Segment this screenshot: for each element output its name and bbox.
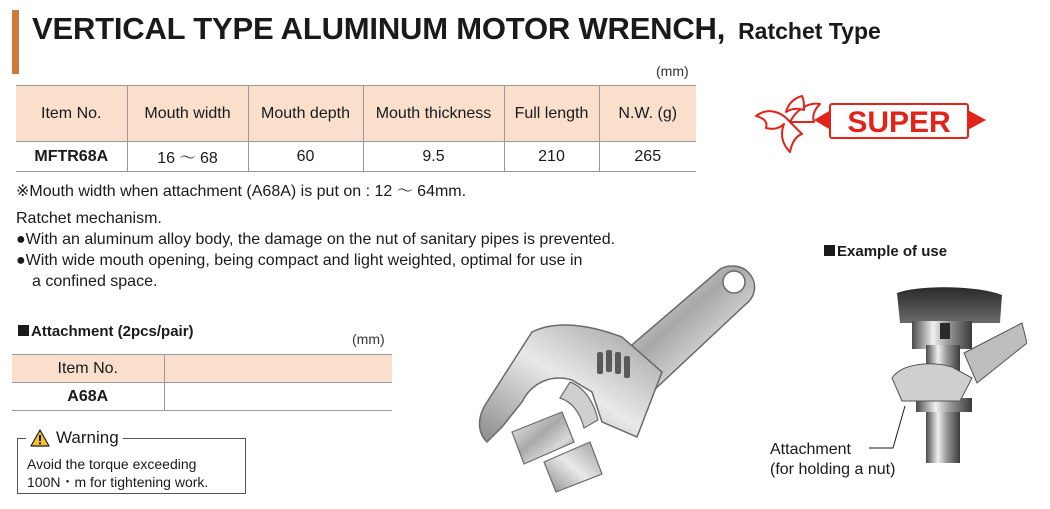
title-accent-bar: [12, 10, 19, 74]
warning-line-1: Avoid the torque exceeding: [27, 456, 197, 472]
example-section-title: [824, 243, 947, 260]
wrench-product-image: [462, 252, 782, 497]
spec-col-mouth-thickness: Mouth thickness: [363, 86, 504, 142]
spec-col-item-no: Item No.: [16, 86, 127, 142]
attachment-caption: [770, 440, 895, 480]
warning-triangle-icon: [30, 429, 50, 447]
section-square-icon: [824, 245, 835, 256]
table-row: [12, 383, 392, 411]
caption-line-1: Attachment: [770, 441, 851, 458]
spec-cell-mouth-depth: 60: [248, 142, 363, 172]
spec-table: [16, 85, 696, 172]
attachment-col-item-no: Item No.: [12, 355, 164, 383]
page-title: [32, 10, 881, 47]
attachment-table: [12, 354, 392, 411]
spec-cell-net-weight: 265: [599, 142, 696, 172]
page-title-main: VERTICAL TYPE ALUMINUM MOTOR WRENCH,: [32, 11, 726, 46]
example-title-text: Example of use: [837, 243, 948, 260]
warning-header: [26, 428, 123, 448]
spec-cell-full-length: 210: [504, 142, 599, 172]
feature-bullet-2: ●With wide mouth opening, being compact and light weighted, optimal for use in: [16, 252, 583, 269]
mechanism-note: Ratchet mechanism.: [16, 210, 162, 227]
spec-cell-item-no: MFTR68A: [16, 142, 127, 172]
attachment-title-text: Attachment (2pcs/pair): [31, 323, 194, 340]
super-logo: [750, 86, 990, 158]
spec-table-header-row: [16, 86, 696, 142]
page-title-sub: Ratchet Type: [738, 18, 881, 44]
feature-bullet-2-cont: a confined space.: [32, 273, 158, 290]
warning-text: [27, 455, 208, 491]
spec-unit-label: (mm): [656, 63, 689, 79]
spec-cell-mouth-width: 16 ～ 68: [127, 142, 248, 172]
caption-line-2: (for holding a nut): [770, 461, 896, 478]
attachment-unit-label: (mm): [352, 331, 385, 347]
spec-col-mouth-depth: Mouth depth: [248, 86, 363, 142]
warning-label: Warning: [56, 428, 119, 447]
attachment-cell-blank: [164, 383, 392, 411]
attachment-header-row: [12, 355, 392, 383]
attachment-section-title: [18, 323, 194, 340]
attachment-cell-item-no: A68A: [12, 383, 164, 411]
feature-bullet-1: ●With an aluminum alloy body, the damage on the nut of sanitary pipes is prevented.: [16, 231, 616, 248]
attachment-col-blank: [164, 355, 392, 383]
logo-text: SUPER: [847, 106, 951, 139]
warning-box: [17, 428, 246, 494]
table-row: [16, 142, 696, 172]
spec-col-mouth-width: Mouth width: [127, 86, 248, 142]
spec-col-net-weight: N.W. (g): [599, 86, 696, 142]
attachment-width-note: ※Mouth width when attachment (A68A) is put on : 12 ～ 64mm.: [16, 183, 467, 200]
spec-col-full-length: Full length: [504, 86, 599, 142]
spec-cell-mouth-thickness: 9.5: [363, 142, 504, 172]
section-square-icon: [18, 325, 29, 336]
warning-line-2: 100N・m for tightening work.: [27, 474, 209, 490]
